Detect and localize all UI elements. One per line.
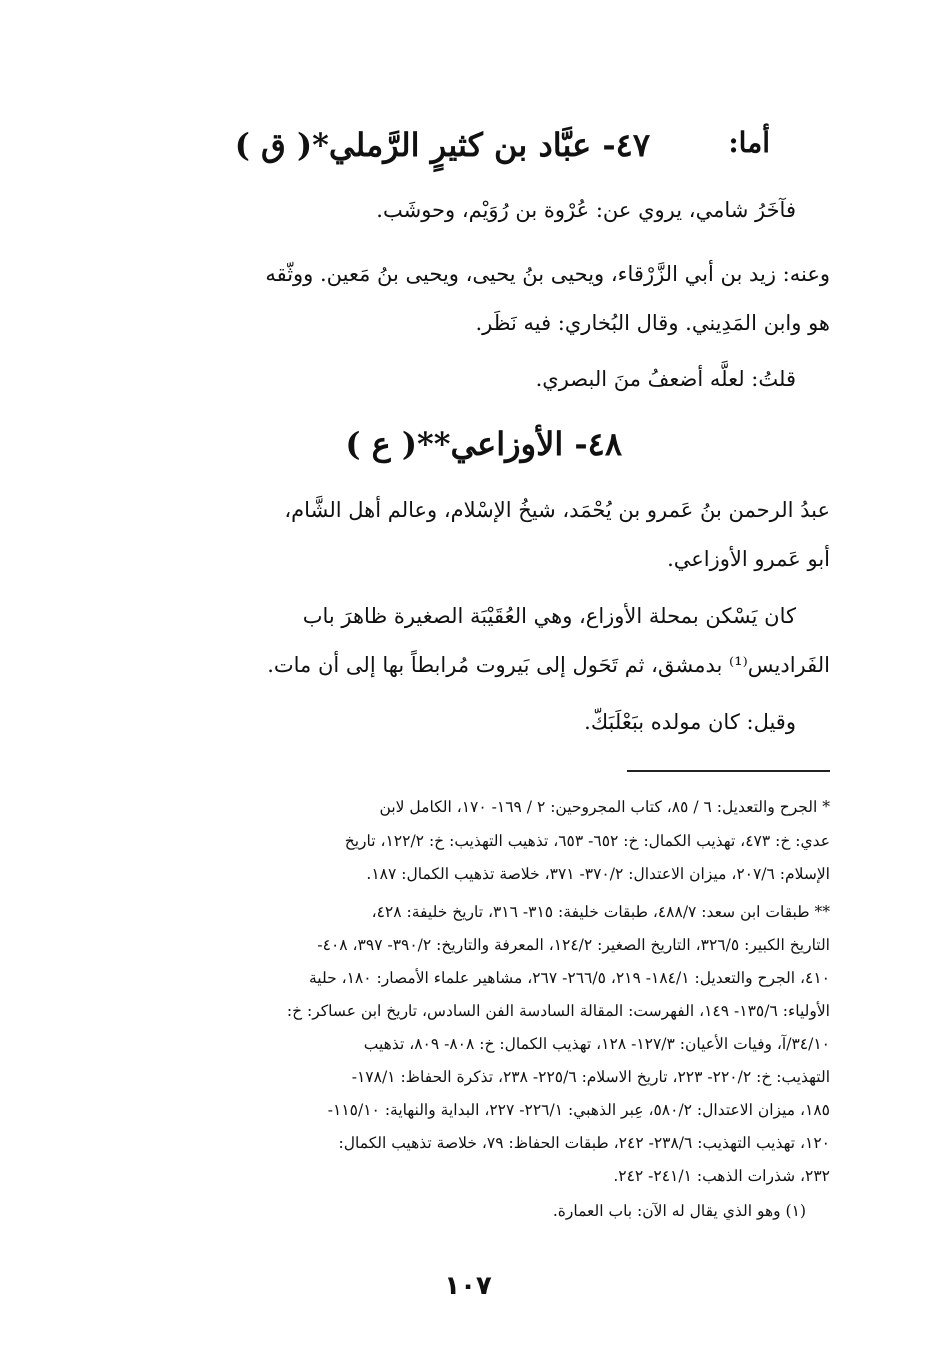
entry-48-line-5: وقيل: كان مولده ببَعْلَبَكّ. bbox=[584, 710, 796, 734]
entry-48-line-1: عبدُ الرحمن بنُ عَمرو بن يُحْمَد، شيخُ الإسْلام، وعالم أهل الشَّام، bbox=[284, 498, 830, 522]
footnote-line-2: عدي: خ: ٤٧٣، تهذيب الكمال: خ: ٦٥٢- ٦٥٣، تذهيب التهذيب: خ: ١٢٢/٢، تاريخ bbox=[344, 832, 830, 850]
entry-48-line-2: أبو عَمرو الأوزاعي. bbox=[667, 547, 830, 571]
footnote-line-10: ١٨٥، ميزان الاعتدال: ٥٨٠/٢، عِبر الذهبي: ٢٢٦/١- ٢٢٧، البداية والنهاية: ١١٥/١٠- bbox=[327, 1101, 830, 1119]
entry-47-line-4: قلتُ: لعلَّه أضعفُ منَ البصري. bbox=[535, 367, 796, 391]
footnote-line-12: ٢٣٢، شذرات الذهب: ٢٤١/١- ٢٤٢. bbox=[613, 1167, 830, 1185]
footnote-line-1: * الجرح والتعديل: ٦ / ٨٥، كتاب المجروحين: ٢ / ١٦٩- ١٧٠، الكامل لابن bbox=[379, 798, 830, 816]
entry-47-prefix: أما: bbox=[728, 126, 770, 159]
footnote-line-13: (١) وهو الذي يقال له الآن: باب العمارة. bbox=[552, 1202, 806, 1220]
footnote-line-6: ٤١٠، الجرح والتعديل: ١٨٤/١- ٢١٩، ٢٦٦/٥- ٢٦٧، مشاهير علماء الأمصار: ١٨٠، حلية bbox=[308, 969, 830, 987]
entry-48-title: ٤٨- الأوزاعي**( ع ) bbox=[345, 425, 622, 463]
footnote-line-5: التاريخ الكبير: ٣٢٦/٥، التاريخ الصغير: ١٢٤/٢، المعرفة والتاريخ: ٣٩٠/٢- ٣٩٧، ٤٠٨- bbox=[317, 936, 830, 954]
entry-48-line-3: كان يَسْكن بمحلة الأوزاع، وهي العُقَيْبَة الصغيرة ظاهرَ باب bbox=[302, 604, 796, 628]
footnote-line-4: ** طبقات ابن سعد: ٤٨٨/٧، طبقات خليفة: ٣١٥- ٣١٦، تاريخ خليفة: ٤٢٨، bbox=[371, 903, 830, 921]
footnote-line-8: ٣٤/١٠/آ، وفيات الأعيان: ١٢٧/٣- ١٢٨، تهذيب الكمال: خ: ٨٠٨- ٨٠٩، تذهيب bbox=[363, 1035, 830, 1053]
page-number: ١٠٧ bbox=[444, 1271, 492, 1301]
entry-47-line-2: وعنه: زيد بن أبي الزَّرْقاء، ويحيى بنُ يحيى، ويحيى بنُ مَعين. ووثّقه bbox=[265, 262, 830, 286]
footnote-line-7: الأولياء: ١٣٥/٦- ١٤٩، الفهرست: المقالة السادسة الفن السادس، تاريخ ابن عساكر: خ: bbox=[286, 1002, 830, 1020]
entry-48-line-4: الفَراديس⁽¹⁾ بدمشق، ثم تَحَول إلى بَيروت مُرابطاً بها إلى أن مات. bbox=[267, 653, 830, 677]
entry-47-line-1: فآخَرُ شامي، يروي عن: عُرْوة بن رُوَيْم، وحوشَب. bbox=[376, 198, 796, 222]
footnote-divider bbox=[627, 770, 830, 772]
entry-47-line-3: هو وابن المَدِيني. وقال البُخاري: فيه نَظَر. bbox=[475, 311, 830, 335]
footnote-line-11: ١٢٠، تهذيب التهذيب: ٢٣٨/٦- ٢٤٢، طبقات الحفاظ: ٧٩، خلاصة تذهيب الكمال: bbox=[338, 1134, 830, 1152]
footnote-line-9: التهذيب: خ: ٢٢٠/٢- ٢٢٣، تاريخ الاسلام: ٢٢٥/٦- ٢٣٨، تذكرة الحفاظ: ١٧٨/١- bbox=[351, 1068, 830, 1086]
entry-47-title: ٤٧- عبَّاد بن كثيرٍ الرَّملي*( ق ) bbox=[234, 126, 650, 164]
footnote-line-3: الإسلام: ٢٠٧/٦، ميزان الاعتدال: ٣٧٠/٢- ٣٧١، خلاصة تذهيب الكمال: ١٨٧. bbox=[366, 865, 830, 883]
